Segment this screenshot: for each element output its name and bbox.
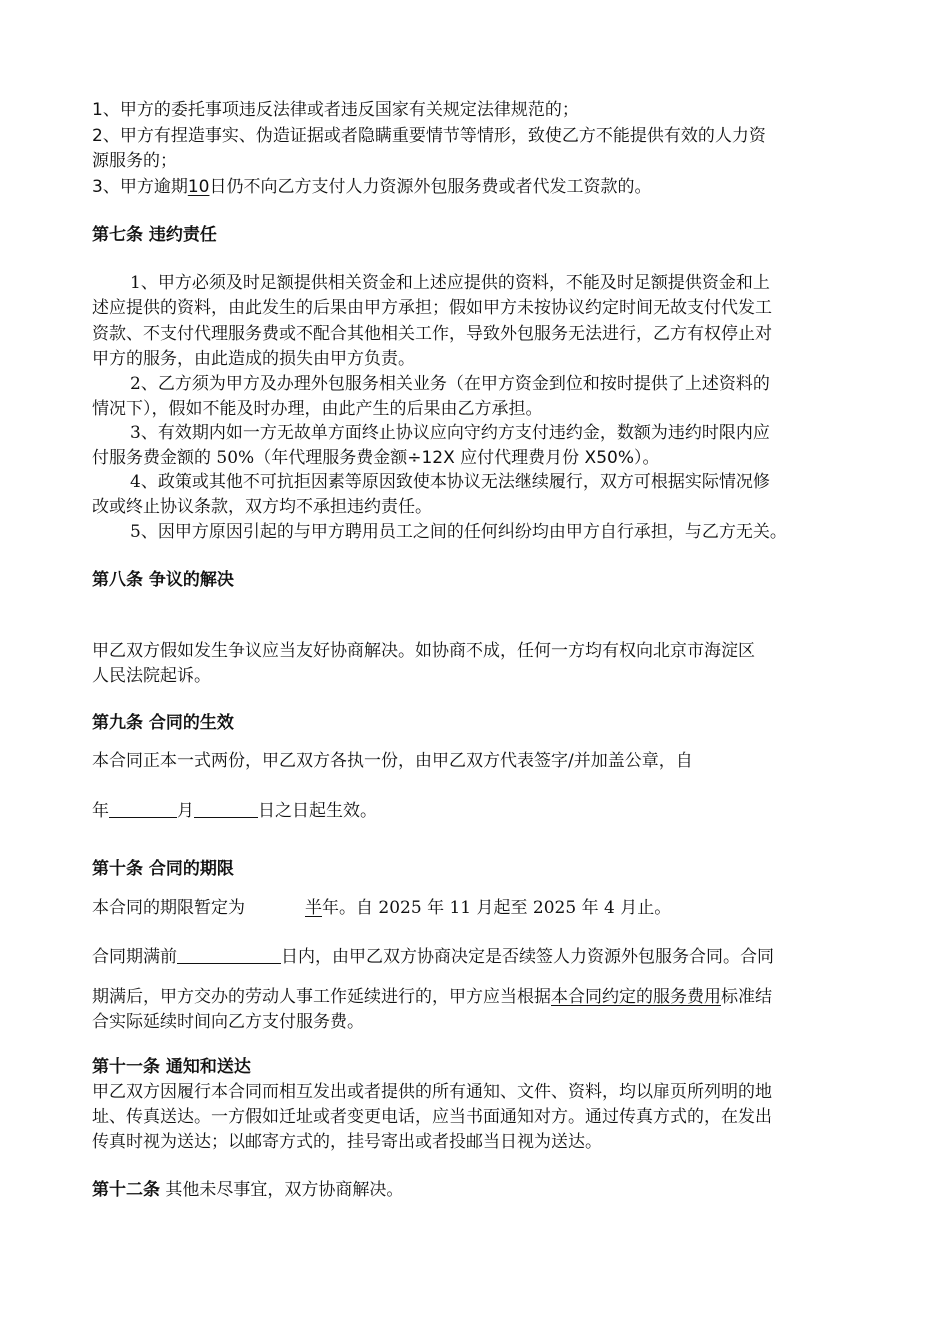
clause7-p1-line4: 甲方的服务，由此造成的损失由甲方负责。 xyxy=(92,349,415,369)
text: 并加盖公章，自 xyxy=(573,751,693,771)
clause10-p2 xyxy=(92,945,774,969)
clause12 xyxy=(92,1178,403,1202)
month-label: 月 xyxy=(177,801,194,821)
clause7-p1-line3: 资款、不支付代理服务费或不配合其他相关工作，导致外包服务无法进行，乙方有权停止对 xyxy=(92,324,772,344)
clause7-p4-line2: 改或终止协议条款，双方均不承担违约责任。 xyxy=(92,497,432,517)
item-number: 2 xyxy=(92,126,103,146)
clause9-date-line xyxy=(92,799,377,823)
clause9-heading: 第九条 合同的生效 xyxy=(92,713,234,733)
item-number: 1 xyxy=(92,100,103,120)
item-text: 、甲方逾期 xyxy=(102,177,188,197)
clause7-p2-line2: 情况下），假如不能及时办理，由此产生的后果由乙方承担。 xyxy=(92,399,543,419)
clause10-heading: 第十条 合同的期限 xyxy=(92,859,234,879)
text: 本合同的期限暂定为 xyxy=(92,898,245,918)
text: ）。 xyxy=(633,448,660,468)
text: ÷12X xyxy=(407,448,455,468)
clause10-p4: 合实际延续时间向乙方支付服务费。 xyxy=(92,1012,364,1032)
clause6-item-3 xyxy=(92,175,651,199)
clause9-p1 xyxy=(92,749,693,773)
clause7-heading: 第七条 违约责任 xyxy=(92,225,217,245)
clause7-p3-line1: 3、有效期内如一方无故单方面终止协议应向守约方支付违约金，数额为违约时限内应 xyxy=(130,423,770,443)
item-number: 3 xyxy=(92,177,103,197)
clause8-p1-line1: 甲乙双方假如发生争议应当友好协商解决。如协商不成，任何一方均有权向北京市海淀区 xyxy=(92,641,755,661)
text: 年。自 2025 年 11 月起至 2025 年 4 月止。 xyxy=(322,898,672,918)
term-value: 半 xyxy=(305,898,322,918)
clause7-p1-line2: 述应提供的资料，由此发生的后果由甲方承担；假如甲方未按协议约定时间无故支付代发工 xyxy=(92,298,772,318)
clause10-p3 xyxy=(92,985,772,1009)
clause6-item-2 xyxy=(92,124,766,148)
item-text: 、甲方的委托事项违反法律或者违反国家有关规定法律规范的； xyxy=(102,100,579,120)
clause7-p4-line1: 4、政策或其他不可抗拒因素等原因致使本协议无法继续履行，双方可根据实际情况修 xyxy=(130,472,770,492)
clause8-heading: 第八条 争议的解决 xyxy=(92,570,234,590)
clause7-p3-line2 xyxy=(92,446,659,470)
text: 付服务费金额的 50%（年代理服务费金额 xyxy=(92,448,408,468)
day-label: 日之日起生效。 xyxy=(258,801,377,821)
text: 合同期满前 xyxy=(92,947,177,967)
item-text: 、甲方有捏造事实、伪造证据或者隐瞒重要情节等情形，致使乙方不能提供有效的人力资 xyxy=(102,126,766,146)
item-text: 日仍不向乙方支付人力资源外包服务费或者代发工资款的。 xyxy=(209,177,652,197)
text: / xyxy=(568,751,574,771)
text: 日内，由甲乙双方协商决定是否续签人力资源外包服务合同。合同 xyxy=(281,947,774,967)
text: 本合同正本一式两份，甲乙双方各执一份，由甲乙双方代表签字 xyxy=(92,751,568,771)
clause7-p2-line1: 2、乙方须为甲方及办理外包服务相关业务（在甲方资金到位和按时提供了上述资料的 xyxy=(130,374,770,394)
clause12-text: 其他未尽事宜，双方协商解决。 xyxy=(160,1180,404,1200)
clause7-p1-line1: 1、甲方必须及时足额提供相关资金和上述应提供的资料，不能及时足额提供资金和上 xyxy=(130,273,770,293)
clause11-p1-line2: 址、传真送达。一方假如迁址或者变更电话，应当书面通知对方。通过传真方式的，在发出 xyxy=(92,1107,772,1127)
text: 期满后，甲方交办的劳动人事工作延续进行的，甲方应当根据 xyxy=(92,987,551,1007)
clause11-p1-line3: 传真时视为送达；以邮寄方式的，挂号寄出或者投邮当日视为送达。 xyxy=(92,1132,602,1152)
year-blank xyxy=(109,799,177,818)
text: 应付代理费月份 xyxy=(454,448,585,468)
text: 标准结 xyxy=(721,987,772,1007)
month-blank xyxy=(194,799,258,818)
year-label: 年 xyxy=(92,801,109,821)
days-blank xyxy=(177,945,281,964)
clause10-p1 xyxy=(92,896,671,920)
overdue-days: 10 xyxy=(187,177,210,197)
clause6-item-1 xyxy=(92,98,579,122)
underlined-text: 本合同约定的服务费用 xyxy=(551,987,721,1007)
clause12-heading: 第十二条 xyxy=(92,1180,160,1200)
clause11-p1-line1: 甲乙双方因履行本合同而相互发出或者提供的所有通知、文件、资料，均以扉页所列明的地 xyxy=(92,1082,772,1102)
clause11-heading: 第十一条 通知和送达 xyxy=(92,1057,251,1077)
clause7-p5: 5、因甲方原因引起的与甲方聘用员工之间的任何纠纷均由甲方自行承担，与乙方无关。 xyxy=(130,522,787,542)
clause8-p1-line2: 人民法院起诉。 xyxy=(92,666,211,686)
clause6-item-2-cont: 源服务的； xyxy=(92,151,177,171)
text: X50% xyxy=(584,448,634,468)
